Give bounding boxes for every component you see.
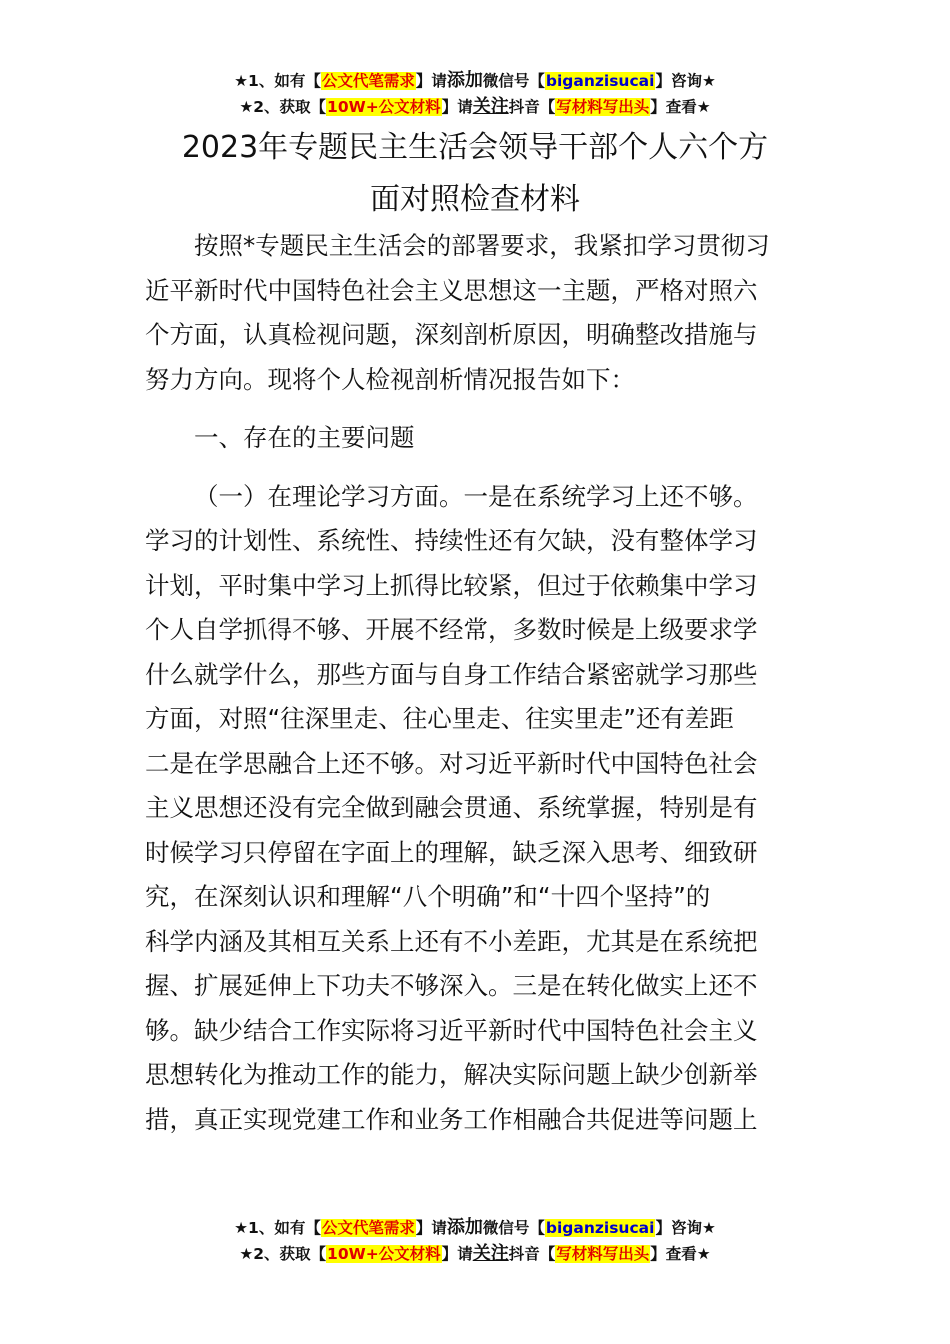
intro-paragraph xyxy=(145,224,807,402)
banner-highlight: 写材料写出头 xyxy=(556,98,650,116)
banner-text: 】请 xyxy=(441,1245,473,1263)
banner-text: 抖音【 xyxy=(508,1245,556,1263)
banner-wechat-id: biganzisucai xyxy=(545,72,655,90)
header-banner xyxy=(0,68,950,120)
text-line: 二是在学思融合上还不够。对习近平新时代中国特色社会 xyxy=(145,748,758,778)
banner-line-1 xyxy=(0,1215,950,1241)
text-line: 个方面，认真检视问题，深刻剖析原因，明确整改措施与 xyxy=(145,320,758,349)
banner-text: 】咨询★ xyxy=(655,72,716,90)
document-title xyxy=(0,122,950,226)
text-line: 计划，平时集中学习上抓得比较紧，但过于依赖集中学习 xyxy=(145,570,758,600)
text-line: 握、扩展延伸上下功夫不够深入。三是在转化做实上还不 xyxy=(145,971,758,1000)
text-line: 措，真正实现党建工作和业务工作相融合共促进等问题上 xyxy=(145,1104,758,1134)
banner-wechat-id: biganzisucai xyxy=(545,1219,655,1237)
banner-highlight: 公文代笔需求 xyxy=(321,72,415,90)
paragraph-gap xyxy=(145,461,807,475)
banner-line-2 xyxy=(0,94,950,120)
banner-emphasis: 关注 xyxy=(472,96,509,117)
footer-banner xyxy=(0,1215,950,1267)
text-line: 学习的计划性、系统性、持续性还有欠缺，没有整体学习 xyxy=(145,526,758,555)
text-line: 究，在深刻认识和理解“八个明确”和“十四个坚持”的 xyxy=(145,882,711,911)
title-line-1: 2023年专题民主生活会领导干部个人六个方 xyxy=(181,130,769,165)
text-line: 时候学习只停留在字面上的理解，缺乏深入思考、细致研 xyxy=(145,837,758,867)
text-line: 近平新时代中国特色社会主义思想这一主题，严格对照六 xyxy=(145,275,758,305)
banner-text: ★1、如有【 xyxy=(234,72,321,90)
banner-text: 】查看★ xyxy=(650,1245,711,1263)
text-line: 思想转化为推动工作的能力，解决实际问题上缺少创新举 xyxy=(145,1060,758,1089)
banner-text: ★1、如有【 xyxy=(234,1219,321,1237)
banner-text: 】请 xyxy=(441,98,473,116)
banner-emphasis: 关注 xyxy=(472,1243,509,1264)
banner-emphasis: 添加 xyxy=(446,70,483,91)
banner-line-2 xyxy=(0,1241,950,1267)
banner-text: 微信号【 xyxy=(482,72,545,90)
text-line: （一）在理论学习方面。一是在系统学习上还不够。 xyxy=(194,481,758,511)
text-line: 够。缺少结合工作实际将习近平新时代中国特色社会主义 xyxy=(145,1015,758,1045)
banner-text: 】咨询★ xyxy=(655,1219,716,1237)
section-heading: 一、存在的主要问题 xyxy=(194,423,415,452)
banner-text: 】查看★ xyxy=(650,98,711,116)
banner-emphasis: 添加 xyxy=(446,1217,483,1238)
text-line: 按照*专题民主生活会的部署要求，我紧扣学习贯彻习 xyxy=(194,231,770,260)
banner-text: ★2、获取【 xyxy=(239,1245,327,1263)
text-line: 科学内涵及其相互关系上还有不小差距，尤其是在系统把 xyxy=(145,926,758,956)
banner-highlight: 公文代笔需求 xyxy=(321,1219,415,1237)
text-line: 方面，对照“往深里走、往心里走、往实里走”还有差距 xyxy=(145,704,734,733)
banner-text: 】请 xyxy=(415,72,447,90)
banner-text: ★2、获取【 xyxy=(239,98,327,116)
text-line: 主义思想还没有完全做到融会贯通、系统掌握，特别是有 xyxy=(145,793,758,822)
title-line-2: 面对照检查材料 xyxy=(370,182,580,217)
banner-text: 】请 xyxy=(415,1219,447,1237)
text-line: 努力方向。现将个人检视剖析情况报告如下： xyxy=(145,364,635,394)
banner-line-1 xyxy=(0,68,950,94)
text-line: 什么就学什么，那些方面与自身工作结合紧密就学习那些 xyxy=(145,659,758,689)
banner-highlight: 10W+公文材料 xyxy=(327,1245,441,1263)
section-paragraph xyxy=(145,475,807,1143)
text-line: 个人自学抓得不够、开展不经常，多数时候是上级要求学 xyxy=(145,615,758,644)
banner-text: 微信号【 xyxy=(482,1219,545,1237)
banner-highlight: 写材料写出头 xyxy=(556,1245,650,1263)
banner-text: 抖音【 xyxy=(508,98,556,116)
document-body xyxy=(145,224,807,1142)
paragraph-gap xyxy=(145,402,807,416)
banner-highlight: 10W+公文材料 xyxy=(327,98,441,116)
